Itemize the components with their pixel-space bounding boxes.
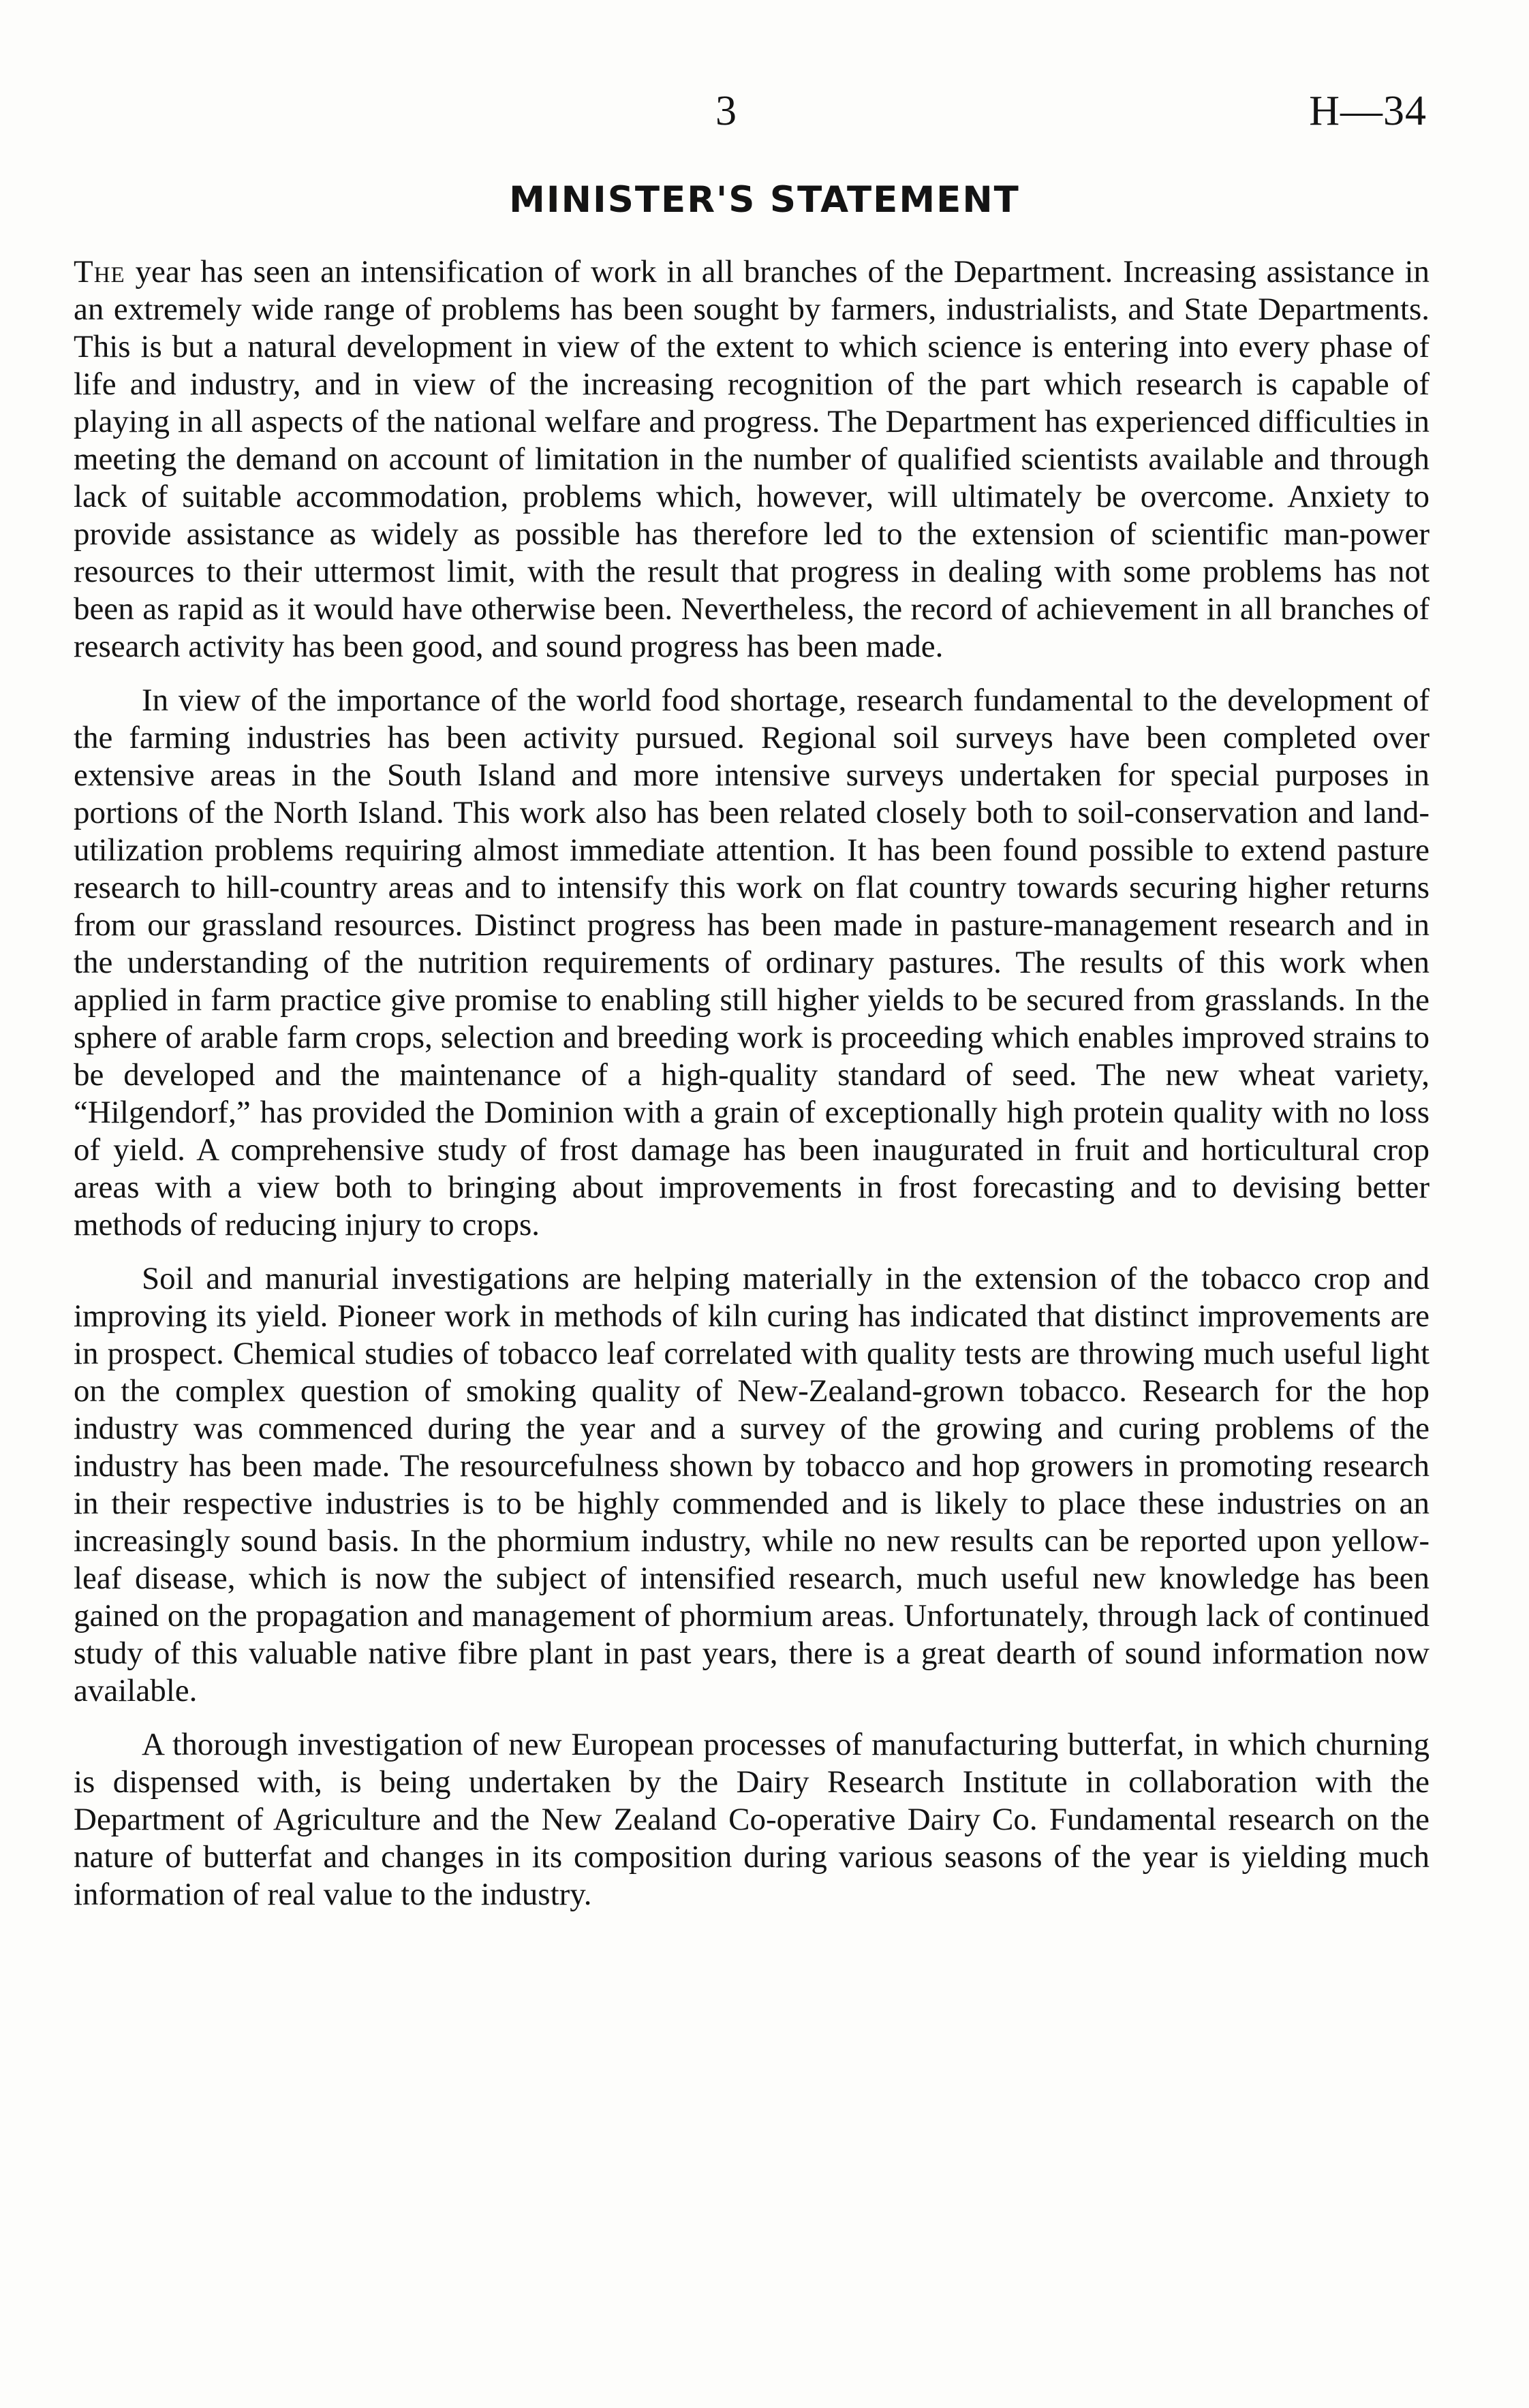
paragraph-1 [74,253,1430,666]
paragraph-1-lead: The [74,254,125,290]
paragraph-2: In view of the importance of the world food shortage, research fundamental to the development of the farming industries has been activity pursued. Regional soil surveys have been completed over extensive areas in the South Island and more intensive surveys undertaken for special purposes in portions of the North Island. This work also has been related closely both to soil-conservation and land-utilization problems requiring almost immediate attention. It has been found possible to extend pasture research to hill-country areas and to intensify this work on flat country towards securing higher returns from our grassland resources. Distinct progress has been made in pasture-management research and in the understanding of the nutrition requirements of ordinary pastures. The results of this work when applied in farm practice give promise to enabling still higher yields to be secured from grasslands. In the sphere of arable farm crops, selection and breeding work is proceeding which enables improved strains to be developed and the maintenance of a high-quality standard of seed. The new wheat variety, “Hilgendorf,” has provided the Dominion with a grain of exceptionally high protein quality with no loss of yield. A comprehensive study of frost damage has been inaugurated in fruit and horticultural crop areas with a view both to bringing about improvements in frost forecasting and to devising better methods of reducing injury to crops. [74,683,1430,1242]
page-title: MINISTER'S STATEMENT [509,179,1020,221]
paragraph-4: A thorough investigation of new European processes of manufacturing butterfat, in which churning is dispensed with, is being undertaken by the Dairy Research Institute in collaboration with the Department of Agriculture and the New Zealand Co-operative Dairy Co. Fundamental research on the nature of butterfat and changes in its composition during various seasons of the year is yielding much information of real value to the industry. [74,1727,1430,1912]
paragraph-3: Soil and manurial investigations are helping materially in the extension of the tobacco crop and improving its yield. Pioneer work in methods of kiln curing has indicated that distinct improvements are in prospect. Chemical studies of tobacco leaf correlated with quality tests are throwing much useful light on the complex question of smoking quality of New-Zealand-grown tobacco. Research for the hop industry was commenced during the year and a survey of the growing and curing problems of the industry has been made. The resourcefulness shown by tobacco and hop growers in promoting research in their respective industries is to be highly commended and is likely to place these industries on an increasingly sound basis. In the phormium industry, while no new results can be reported upon yellow-leaf disease, which is now the subject of intensified research, much useful new knowledge has been gained on the propagation and management of phormium areas. Unfortunately, through lack of continued study of this valuable native fibre plant in past years, there is a great dearth of sound information now available. [74,1261,1430,1708]
page-number: 3 [715,88,737,134]
paragraph-1-text: year has seen an intensification of work in all branches of the Department. Increasing assistance in an extremely wide range of problems has been sought by farmers, industrialists, and State Departments. This is but a natural development in view of the extent to which science is entering into every phase of life and industry, and in view of the increasing recognition of the part which research is capable of playing in all aspects of the national welfare and progress. The Department has experienced difficulties in meeting the demand on account of limitation in the number of qualified scientists available and through lack of suitable accommodation, problems which, however, will ultimately be overcome. Anxiety to provide assistance as widely as possible has therefore led to the extension of scientific man-power resources to their uttermost limit, with the result that progress in dealing with some problems has not been as rapid as it would have otherwise been. Nevertheless, the record of achievement in all branches of research activity has been good, and sound progress has been made. [74,254,1430,664]
statement-body [74,253,1430,1930]
document-code: H—34 [1309,88,1427,134]
